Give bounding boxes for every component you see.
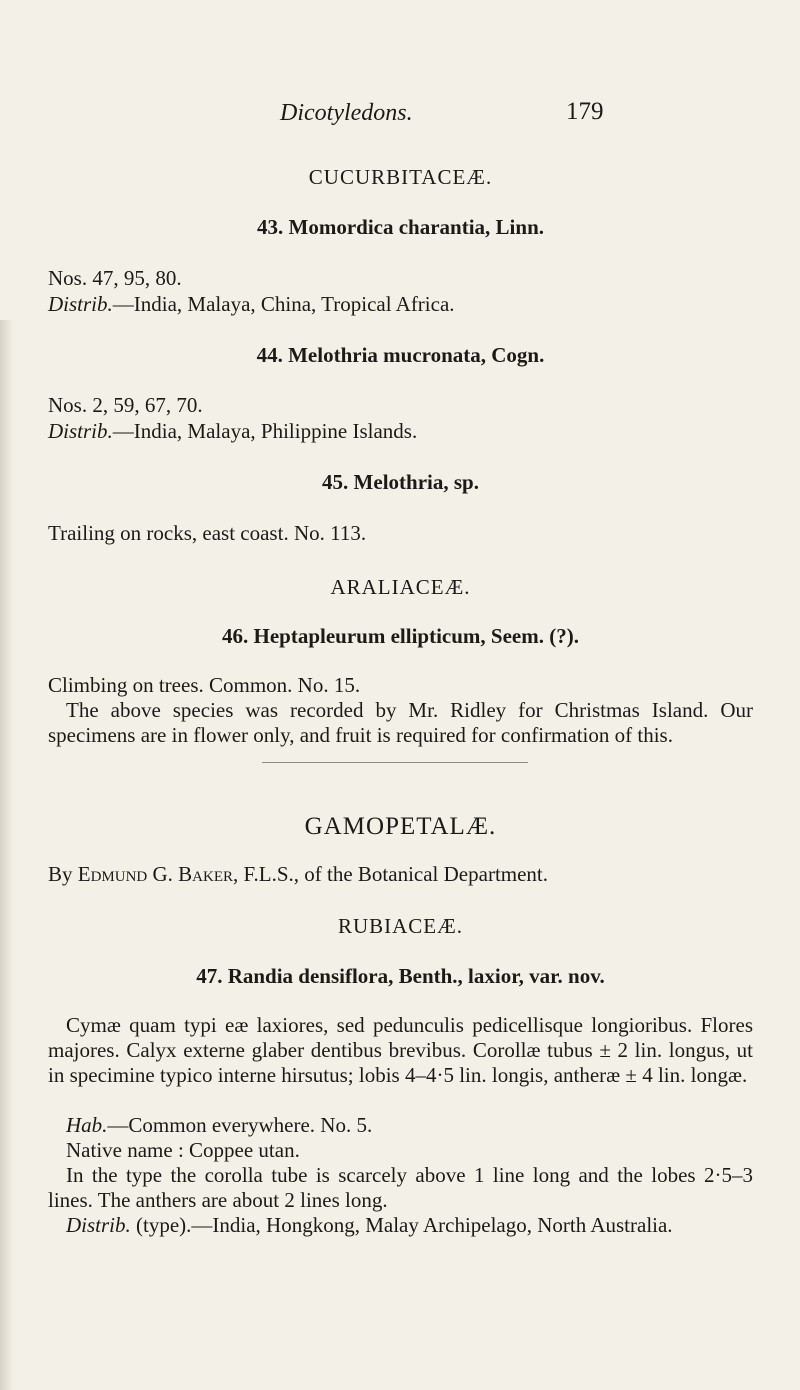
distrib-text: (type).—India, Hongkong, Malay Archipelago, North Australia.	[130, 1213, 673, 1237]
running-head: Dicotyledons.	[280, 100, 413, 126]
family-heading-cucurbitaceae: CUCURBITACEÆ.	[308, 165, 493, 189]
species-title-43: 43. Momordica charantia, Linn.	[257, 215, 544, 239]
specimen-numbers-44: Nos. 2, 59, 67, 70.	[48, 393, 203, 417]
habitat-45: Trailing on rocks, east coast. No. 113.	[48, 521, 367, 545]
author-byline: By Edmund G. Baker, F.L.S., of the Botanical Department.	[48, 862, 549, 886]
distrib-text: —India, Malaya, China, Tropical Africa.	[112, 292, 455, 316]
distribution-47	[48, 1213, 753, 1238]
latin-description-47: Cymæ quam typi eæ laxiores, sed pedunculis pedicellisque longioribus. Flores majores. Calyx externe glaber dentibus brevibus. Corollæ tubus ± 2 lin. longus, ut in specimine typico interne hirsutus; lobis 4–4·5 lin. longis, antheræ ± 4 lin. longæ.	[48, 1013, 753, 1087]
species-title-44: 44. Melothria mucronata, Cogn.	[256, 343, 545, 367]
habitat-46: Climbing on trees. Common. No. 15.	[48, 673, 361, 697]
species-title-45: 45. Melothria, sp.	[322, 470, 479, 494]
hab-label: Hab.	[66, 1113, 108, 1137]
distrib-text: —India, Malaya, Philippine Islands.	[112, 419, 418, 443]
habitat-47	[48, 1113, 753, 1138]
hab-text: —Common everywhere. No. 5.	[107, 1113, 373, 1137]
type-comparison-47: In the type the corolla tube is scarcely above 1 line long and the lobes 2·5–3 lines. The anthers are about 2 lines long.	[48, 1163, 753, 1212]
distrib-label: Distrib.	[66, 1213, 131, 1237]
species-title-47: 47. Randia densiflora, Benth., laxior, var. nov.	[196, 964, 605, 988]
section-divider	[262, 762, 528, 763]
distrib-label: Distrib.	[48, 419, 113, 443]
page-header	[0, 100, 800, 140]
species-title-46: 46. Heptapleurum ellipticum, Seem. (?).	[222, 624, 579, 648]
native-name-47: Native name : Coppee utan.	[66, 1138, 300, 1162]
note-46: The above species was recorded by Mr. Ridley for Christmas Island. Our specimens are in flower only, and fruit is required for confirmation of this.	[48, 698, 753, 747]
division-heading-gamopetalae: GAMOPETALÆ.	[304, 813, 497, 840]
page-gutter-shadow	[0, 320, 14, 1390]
distrib-label: Distrib.	[48, 292, 113, 316]
distribution-43	[48, 292, 753, 317]
specimen-numbers-43: Nos. 47, 95, 80.	[48, 266, 182, 290]
page-number: 179	[566, 98, 604, 125]
family-heading-rubiaceae: RUBIACEÆ.	[337, 914, 464, 938]
family-heading-araliaceae: ARALIACEÆ.	[330, 575, 471, 599]
author-name: Edmund G. Baker	[77, 862, 234, 886]
distribution-44	[48, 419, 753, 444]
